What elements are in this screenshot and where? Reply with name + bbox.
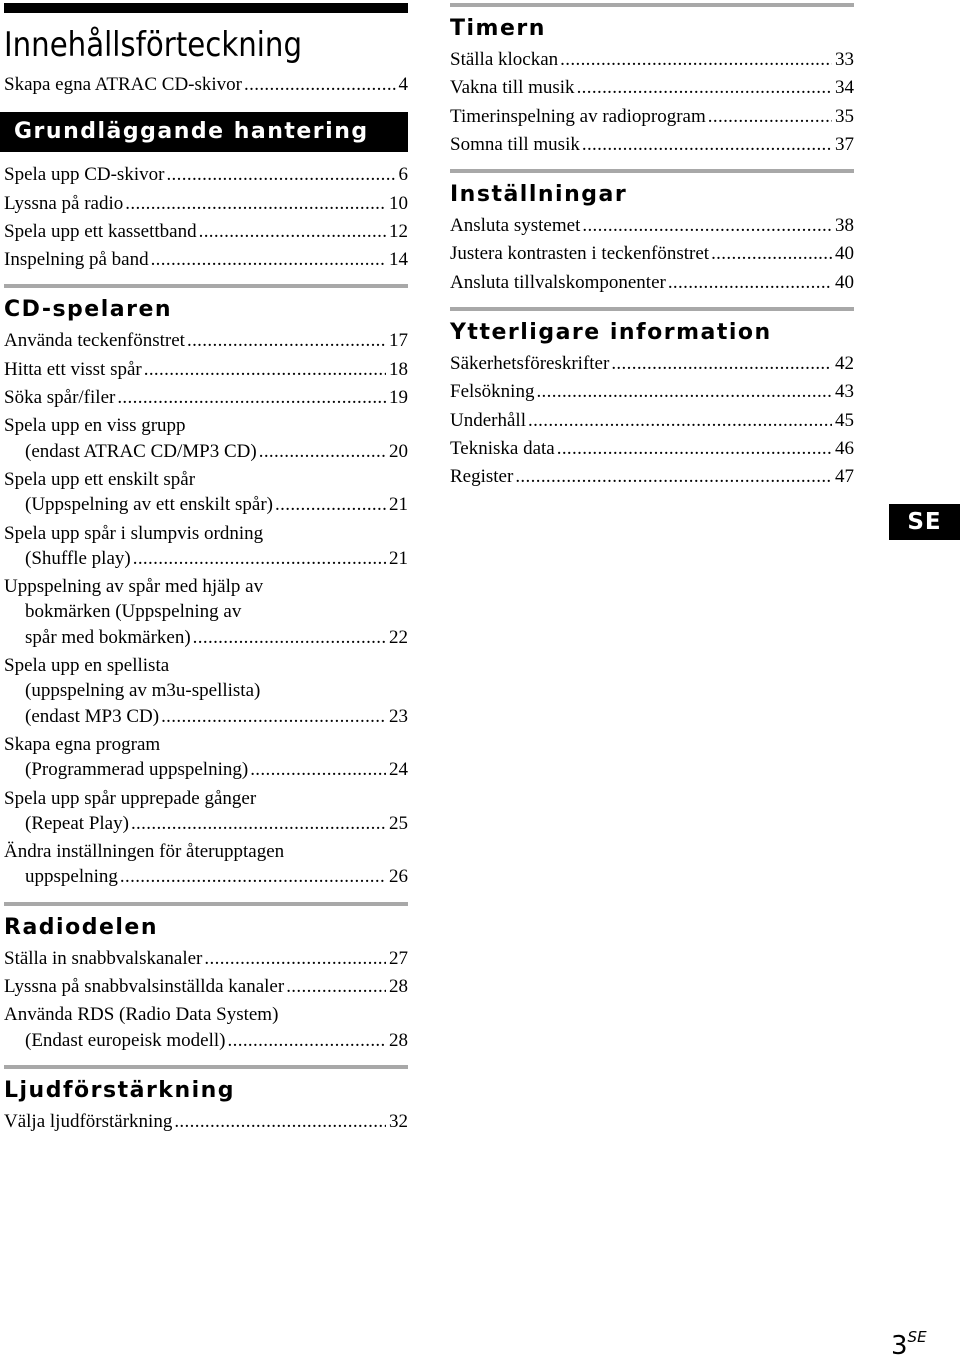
dot-leader [557,435,832,463]
dot-leader [250,756,386,784]
dot-leader [144,356,386,384]
toc-entry-spela-upp-en-spellista[interactable] [4,652,408,731]
toc-entry-text: Spela upp spår upprepade gånger [4,787,257,809]
toc-entry-text: Spela upp spår i slumpvis ordning [4,522,264,544]
toc-entry-inspelning-pa-band[interactable] [4,246,408,274]
toc-entry-text: Använda RDS (Radio Data System) [4,1004,279,1026]
toc-entry-line [4,71,408,99]
toc-page-number: 46 [835,437,854,459]
toc-page-number: 33 [835,49,854,70]
toc-entry-spela-upp-en-viss-grupp[interactable] [4,412,408,466]
section-title: Timern [450,16,546,41]
toc-page-number: 10 [389,192,408,214]
toc-entry-line [4,356,408,384]
toc-entry-spela-upp-spar-i-slumpvis-ordning[interactable] [4,520,408,574]
toc-entry-text: (endast MP3 CD) [25,705,160,727]
toc-entry-timerinspelning-av-radioprogram[interactable] [450,103,854,131]
toc-entry-lyssna-pa-snabbvalsinstallda-kanaler[interactable] [4,973,408,1001]
toc-entry-skapa-egna-atrac-cd-skivor[interactable] [4,71,408,99]
section-rule [4,284,408,288]
intro-entries [4,71,408,99]
toc-entry-line [4,218,408,246]
toc-entry-line [4,1108,408,1136]
toc-entry-anvanda-teckenfonstret[interactable] [4,327,408,355]
dot-leader [577,74,832,102]
toc-entry-line [4,412,408,440]
toc-page-number: 6 [398,164,408,186]
toc-entry-line [450,435,854,463]
toc-entry-line [4,384,408,412]
dot-leader [259,438,386,466]
toc-entry-text: Ansluta systemet [450,215,581,237]
toc-entry-text: (Uppspelning av ett enskilt spår) [25,494,274,516]
toc-entry-line [4,756,408,784]
dot-leader [528,407,832,435]
dot-leader [174,1108,386,1136]
top-rule [4,3,408,13]
toc-entry-text: bokmärken (Uppspelning av [25,601,242,623]
toc-page-number: 34 [835,77,854,99]
toc-entry-soka-spar-filer[interactable] [4,384,408,412]
toc-entry-justera-kontrasten-i-teckenfonstret[interactable] [450,240,854,268]
toc-entry-sakerhetsforeskrifter[interactable] [450,350,854,378]
toc-entry-line [4,573,408,601]
toc-entry-line [4,624,408,652]
toc-entry-line [4,190,408,218]
toc-entry-underhall[interactable] [450,407,854,435]
toc-entry-stalla-in-snabbvalskanaler[interactable] [4,945,408,973]
toc-page-number: 28 [389,1029,408,1051]
toc-entry-andra-installningen-for-aterupptagen[interactable] [4,838,408,892]
toc-entry-line [4,327,408,355]
toc-entry-text: Inspelning på band [4,249,149,271]
dot-leader [120,863,386,891]
toc-entry-text: Spela upp ett enskilt spår [4,468,196,490]
toc-entry-text: (Endast europeisk modell) [25,1029,226,1051]
toc-entry-spela-upp-ett-enskilt-spar[interactable] [4,466,408,520]
dot-leader [611,350,832,378]
toc-entry-text: Justera kontrasten i teckenfönstret [450,243,710,265]
toc-page-number: 24 [389,759,408,781]
toc-page-number: 20 [389,440,408,462]
toc-page-number: 35 [835,105,854,127]
toc-page-number: 26 [389,866,408,888]
page-number-value: 3 [891,1331,908,1361]
toc-page-number: 17 [389,330,408,352]
toc-entry-line [4,438,408,466]
toc-page-number: 42 [835,353,854,375]
dot-leader [244,71,395,99]
toc-entry-line [450,463,854,491]
toc-page-number: 19 [389,387,408,409]
dot-leader [204,945,386,973]
page-title: Innehållsförteckning [4,25,303,65]
toc-entry-line [450,269,854,297]
toc-entry-line [450,103,854,131]
section-title: CD-spelaren [4,297,173,323]
section-title: Radiodelen [4,914,158,940]
toc-entry-line [4,598,408,626]
toc-entry-text: Somna till musik [450,133,580,155]
toc-entry-somna-till-musik[interactable] [450,131,854,159]
toc-entry-line [450,131,854,159]
toc-entry-line [4,810,408,838]
toc-entry-line [4,703,408,731]
toc-page-number: 12 [389,220,408,242]
toc-page-number: 40 [835,271,854,293]
dot-leader [582,131,832,159]
section-rule [450,307,854,311]
toc-entry-text: Spela upp CD-skivor [4,164,165,186]
toc-entry-spela-upp-ett-kassettband[interactable] [4,218,408,246]
toc-page-number: 37 [835,133,854,155]
toc-page-number: 14 [389,249,408,271]
dot-leader [560,46,832,74]
right-column [450,0,854,492]
toc-entry-text: uppspelning [25,866,118,888]
section-title: Inställningar [450,182,628,208]
toc-entry-line [450,378,854,406]
section-ytter [450,307,854,491]
toc-page-number: 21 [389,547,408,569]
toc-entry-text: Ställa in snabbvalskanaler [4,947,203,969]
toc-entry-line [450,407,854,435]
section-rule [450,3,854,7]
toc-entry-text: (endast ATRAC CD/MP3 CD) [25,440,257,462]
toc-entry-line [450,350,854,378]
toc-page-number: 38 [835,215,854,237]
dot-leader [151,246,386,274]
toc-entry-text: Spela upp en viss grupp [4,415,186,437]
right-sections [450,3,854,492]
toc-entry-felsokning[interactable] [450,378,854,406]
section-timern [450,3,854,159]
toc-entry-text: Spela upp en spellista [4,655,170,677]
toc-entry-anvanda-rds-radio-data-system[interactable] [4,1001,408,1055]
toc-entry-text: Underhåll [450,409,526,431]
toc-entry-line [4,1001,408,1029]
toc-entry-text: Uppspelning av spår med hjälp av [4,576,264,598]
dot-leader [536,378,832,406]
toc-entry-line [4,973,408,1001]
toc-entry-text: Ändra inställningen för återupptagen [4,841,285,863]
section-title: Ljudförstärkning [4,1077,236,1103]
toc-page-number: 32 [389,1110,408,1132]
toc-entry-tekniska-data[interactable] [450,435,854,463]
toc-entry-spela-upp-cd-skivor[interactable] [4,161,408,189]
dot-leader [228,1027,386,1055]
toc-entry-line [4,785,408,813]
toc-page-number: 47 [835,466,854,488]
toc-entry-line [4,161,408,189]
section-ljud [4,1065,408,1136]
dot-leader [131,810,386,838]
toc-entry-text: Felsökning [450,381,535,403]
dot-leader [166,161,395,189]
toc-page-number: 43 [835,381,854,403]
toc-entry-text: (Repeat Play) [25,812,129,834]
toc-entry-text: Timerinspelning av radioprogram [450,105,706,127]
dot-leader [187,327,386,355]
toc-page-number: 45 [835,409,854,431]
toc-entry-line [4,246,408,274]
toc-entry-valja-ljudforstarkning[interactable] [4,1108,408,1136]
section-rule [4,1065,408,1069]
toc-entry-vakna-till-musik[interactable] [450,74,854,102]
toc-page-number: 28 [389,976,408,998]
toc-entry-text: Söka spår/filer [4,387,116,409]
section-grund [4,112,408,274]
toc-entry-line [450,46,854,74]
toc-entry-line [450,240,854,268]
page-number [891,1322,927,1361]
toc-entry-line [450,212,854,240]
toc-entry-skapa-egna-program[interactable] [4,731,408,785]
toc-entry-text: Välja ljudförstärkning [4,1110,173,1132]
dot-leader [193,624,386,652]
toc-entry-text: Lyssna på snabbvalsinställda kanaler [4,976,285,998]
toc-entry-line [450,74,854,102]
toc-entry-text: (Programmerad uppspelning) [25,759,249,781]
toc-entry-line [4,545,408,573]
page-number-suffix: SE [907,1328,927,1346]
dot-leader [161,703,386,731]
toc-entry-text: (Shuffle play) [25,547,131,569]
toc-page-number: 40 [835,243,854,265]
toc-entry-text: Ansluta tillvalskomponenter [450,271,666,293]
toc-entry-stalla-klockan[interactable] [450,46,854,74]
toc-page-number: 18 [389,358,408,380]
toc-entry-spela-upp-spar-upprepade-ganger[interactable] [4,785,408,839]
dot-leader [199,218,386,246]
section-cd [4,284,408,891]
toc-entry-line [4,677,408,705]
toc-entry-ansluta-tillvalskomponenter[interactable] [450,269,854,297]
toc-entry-register[interactable] [450,463,854,491]
section-title: Ytterligare information [450,320,772,346]
toc-entry-text: spår med bokmärken) [25,626,191,648]
toc-entry-line [4,466,408,494]
dot-leader [133,545,386,573]
toc-entry-line [4,863,408,891]
left-sections [4,112,408,1136]
toc-entry-line [4,838,408,866]
toc-entry-text: Tekniska data [450,437,555,459]
toc-entry-ansluta-systemet[interactable] [450,212,854,240]
toc-entry-line [4,1027,408,1055]
toc-entry-uppspelning-av-spar-med-hjalp-av[interactable] [4,573,408,652]
toc-page-number: 23 [389,705,408,727]
toc-entry-text: (uppspelning av m3u-spellista) [25,680,261,702]
toc-entry-text: Skapa egna program [4,733,161,755]
section-rule [450,169,854,173]
language-tab: SE [889,504,960,540]
dot-leader [125,190,386,218]
toc-entry-text: Använda teckenfönstret [4,330,185,352]
toc-entry-line [4,731,408,759]
toc-entry-text: Vakna till musik [450,77,575,99]
toc-page-number: 22 [389,626,408,648]
toc-entry-text: Spela upp ett kassettband [4,220,197,242]
toc-entry-hitta-ett-visst-spar[interactable] [4,356,408,384]
toc-page-number: 4 [398,74,408,95]
toc-entry-line [4,652,408,680]
section-radio [4,902,408,1055]
toc-entry-line [4,945,408,973]
toc-entry-line [4,520,408,548]
dot-leader [286,973,386,1001]
toc-page-number: 21 [389,494,408,516]
toc-entry-text: Lyssna på radio [4,192,124,214]
section-inst [450,169,854,297]
toc-entry-line [4,491,408,519]
dot-leader [711,240,832,268]
toc-entry-text: Ställa klockan [450,49,559,70]
left-column [4,0,408,1136]
dot-leader [668,269,832,297]
dot-leader [275,491,386,519]
toc-entry-text: Skapa egna ATRAC CD-skivor [4,74,243,95]
toc-entry-lyssna-pa-radio[interactable] [4,190,408,218]
toc-entry-text: Hitta ett visst spår [4,358,142,380]
dot-leader [708,103,832,131]
section-banner: Grundläggande hantering [0,112,408,152]
dot-leader [515,463,832,491]
toc-page-number: 27 [389,947,408,969]
dot-leader [117,384,386,412]
section-rule [4,902,408,906]
dot-leader [582,212,832,240]
toc-page-number: 25 [389,812,408,834]
toc-entry-text: Register [450,466,514,488]
toc-entry-text: Säkerhetsföreskrifter [450,353,610,375]
